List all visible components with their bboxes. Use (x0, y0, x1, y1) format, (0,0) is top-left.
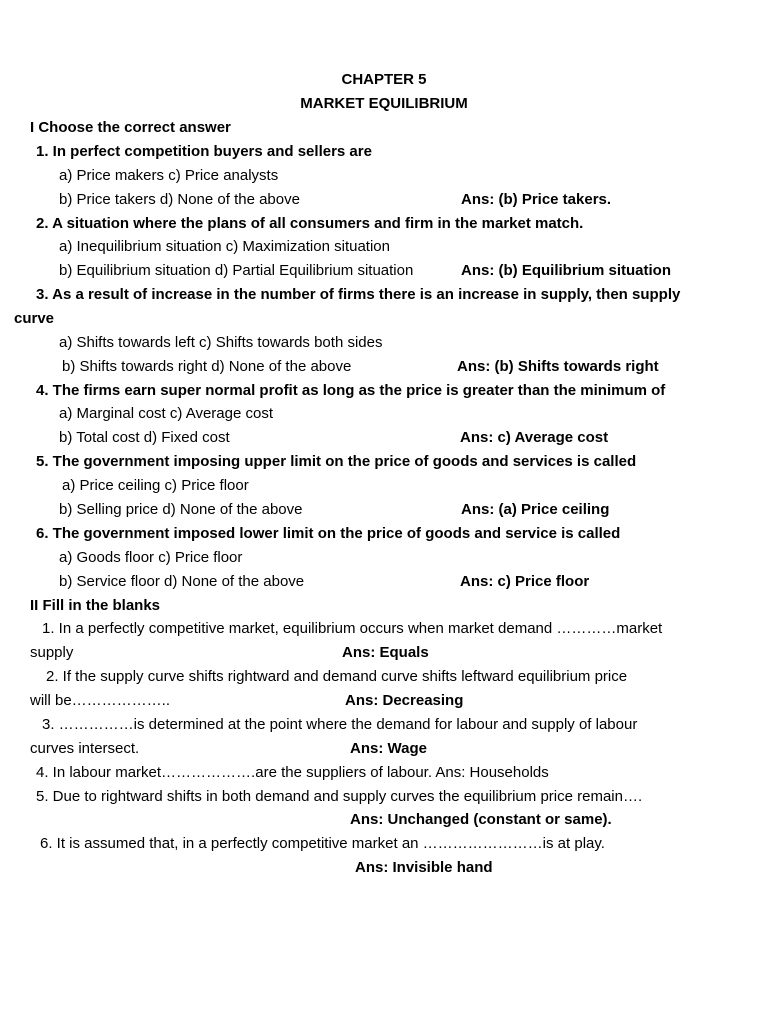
question-2: 2. A situation where the plans of all consumers and firm in the market match. (36, 215, 584, 232)
fill-5: 5. Due to rightward shifts in both demand and supply curves the equilibrium price remain…. (36, 788, 643, 805)
question-1: 1. In perfect competition buyers and sellers are (36, 143, 372, 160)
question-4-options-b: b) Total cost d) Fixed cost (59, 429, 230, 446)
question-1-options-a: a) Price makers c) Price analysts (59, 167, 279, 184)
question-6-options-b: b) Service floor d) None of the above (59, 573, 305, 590)
question-4-options-a: a) Marginal cost c) Average cost (59, 405, 273, 422)
fill-2-continued: will be……………….. (30, 692, 171, 709)
chapter-number: CHAPTER 5 (341, 71, 427, 88)
question-5-options-b: b) Selling price d) None of the above (59, 501, 303, 518)
question-5-answer: Ans: (a) Price ceiling (461, 501, 610, 518)
fill-3-answer: Ans: Wage (350, 740, 427, 757)
question-1-options-b: b) Price takers d) None of the above (59, 191, 300, 208)
question-3-options-b: b) Shifts towards right d) None of the above (62, 358, 352, 375)
question-4-answer: Ans: c) Average cost (460, 429, 609, 446)
question-6-options-a: a) Goods floor c) Price floor (59, 549, 243, 566)
question-6-answer: Ans: c) Price floor (460, 573, 590, 590)
question-2-answer: Ans: (b) Equilibrium situation (461, 262, 671, 279)
fill-5-answer: Ans: Unchanged (constant or same). (350, 811, 612, 828)
question-5-options-a: a) Price ceiling c) Price floor (62, 477, 249, 494)
question-4: 4. The firms earn super normal profit as long as the price is greater than the minimum of (36, 382, 666, 399)
fill-1-continued: supply (30, 644, 74, 661)
question-2-options-b: b) Equilibrium situation d) Partial Equilibrium situation (59, 262, 414, 279)
fill-3-continued: curves intersect. (30, 740, 140, 757)
question-2-options-a: a) Inequilibrium situation c) Maximization situation (59, 238, 390, 255)
fill-1: 1. In a perfectly competitive market, equilibrium occurs when market demand …………market (42, 620, 663, 637)
question-1-answer: Ans: (b) Price takers. (461, 191, 612, 208)
section-heading-fill-blanks: II Fill in the blanks (30, 597, 161, 614)
fill-6-answer: Ans: Invisible hand (355, 859, 493, 876)
fill-6: 6. It is assumed that, in a perfectly competitive market an ……………………is at play. (40, 835, 605, 852)
question-3: 3. As a result of increase in the number of firms there is an increase in supply, then supply (36, 286, 681, 303)
chapter-title: MARKET EQUILIBRIUM (300, 95, 468, 112)
question-6: 6. The government imposed lower limit on the price of goods and service is called (36, 525, 621, 542)
question-3-options-a: a) Shifts towards left c) Shifts towards both sides (59, 334, 383, 351)
fill-3: 3. ……………is determined at the point where the demand for labour and supply of labour (42, 716, 638, 733)
question-3-answer: Ans: (b) Shifts towards right (457, 358, 659, 375)
fill-1-answer: Ans: Equals (342, 644, 429, 661)
section-heading-choose: I Choose the correct answer (30, 119, 231, 136)
question-3-continued: curve (14, 310, 55, 327)
fill-2-answer: Ans: Decreasing (345, 692, 464, 709)
fill-4: 4. In labour market……………….are the suppliers of labour. Ans: Households (36, 764, 549, 781)
fill-2: 2. If the supply curve shifts rightward and demand curve shifts leftward equilibrium price (46, 668, 628, 685)
question-5: 5. The government imposing upper limit on the price of goods and services is called (36, 453, 637, 470)
